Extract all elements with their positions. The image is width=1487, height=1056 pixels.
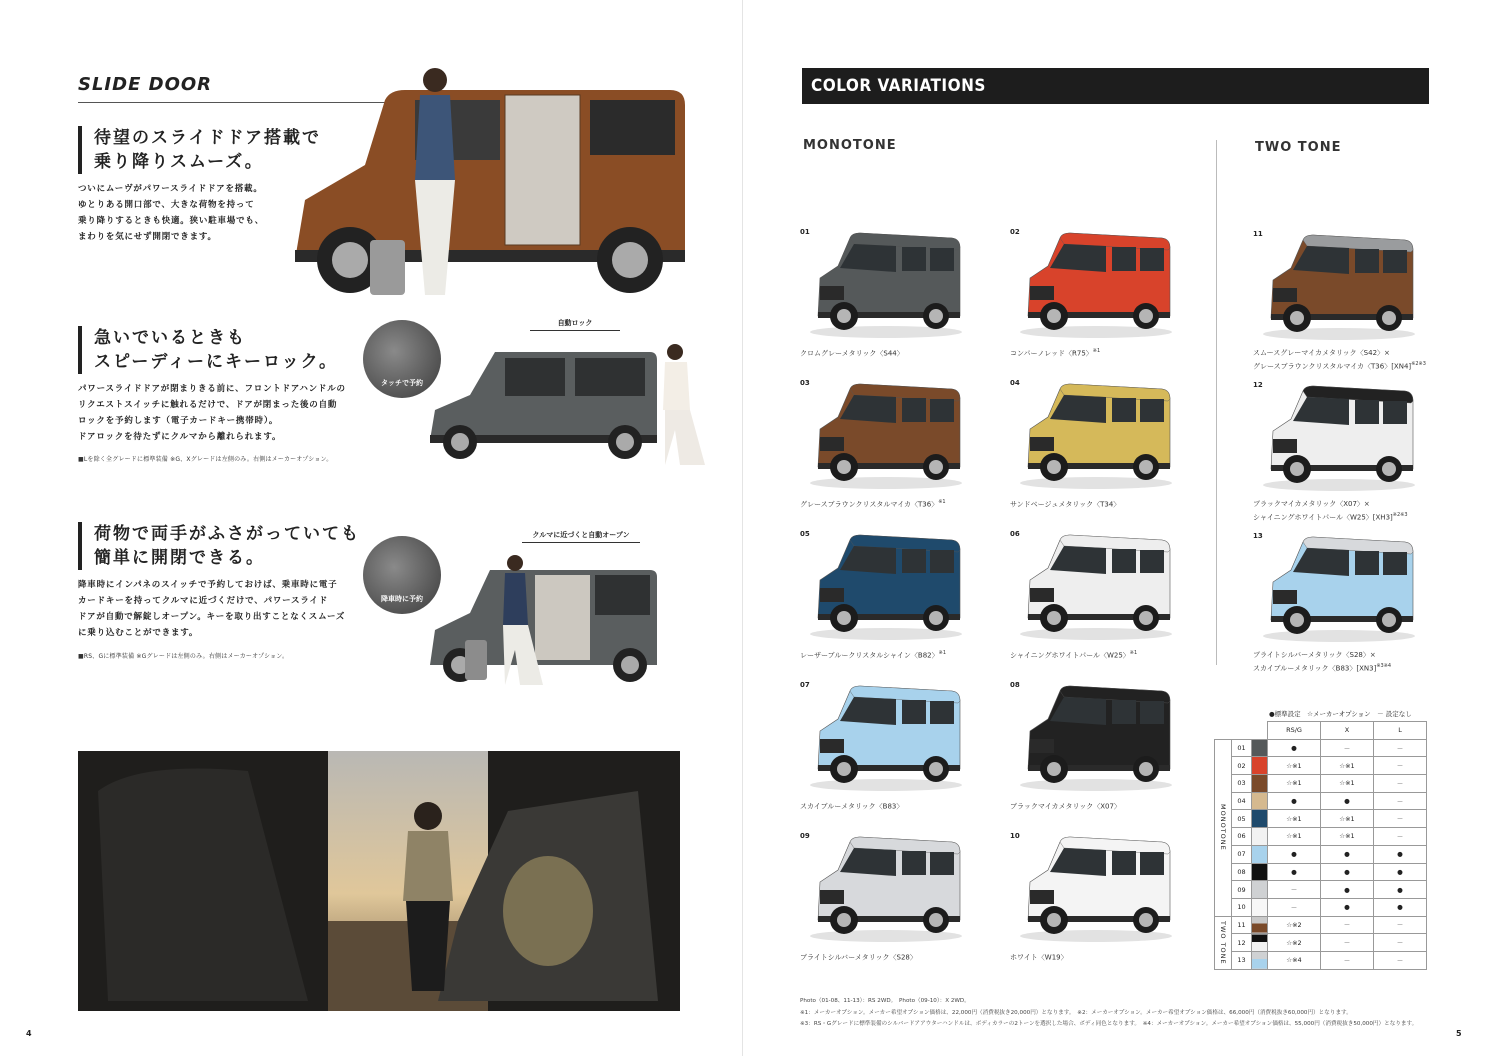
table-header-cell: X — [1321, 722, 1374, 740]
table-cell-x: ● — [1321, 881, 1374, 899]
table-color-number: 07 — [1232, 845, 1252, 863]
color-name: サンドベージュメタリック〈T34〉 — [1010, 500, 1121, 509]
color-name: スカイブルーメタリック〈B83〉 — [800, 802, 904, 811]
color-variations-banner: COLOR VARIATIONS — [802, 68, 1429, 104]
table-color-number: 04 — [1232, 792, 1252, 810]
table-color-number: 08 — [1232, 863, 1252, 881]
color-swatch-09 — [800, 832, 970, 982]
table-color-number: 01 — [1232, 739, 1252, 757]
table-cell-rsg: ☆※1 — [1268, 810, 1321, 828]
table-row — [1215, 792, 1427, 810]
body-key-lock: パワースライドドアが閉まりきる前に、フロントドアハンドルの リクエストスイッチに触れるだけで、ドアが閉まった後の自動 ロックを予約します（電子カードキー携帯時）。 ドアロックを待たずにクルマから離れられます。 — [78, 384, 346, 442]
color-number: 05 — [800, 530, 810, 538]
color-number: 02 — [1010, 228, 1020, 236]
table-cell-l: － — [1374, 757, 1427, 775]
table-row — [1215, 739, 1427, 757]
table-row — [1215, 845, 1427, 863]
open-door-car-illustration — [425, 555, 665, 690]
table-cell-l: ● — [1374, 845, 1427, 863]
color-name: ブライトシルバーメタリック〈S28〉× スカイブルーメタリック〈B83〉$[XN3]^{※3※4}$ — [1253, 651, 1392, 673]
table-row — [1215, 810, 1427, 828]
color-name: スムースグレーマイカメタリック〈S42〉× グレースブラウンクリスタルマイカ〈T36〉$[XN4]^{※2※3}$ — [1253, 349, 1426, 371]
color-number: 12 — [1253, 381, 1263, 389]
table-color-chip — [1252, 739, 1268, 757]
table-cell-x: ● — [1321, 863, 1374, 881]
table-cell-rsg: ● — [1268, 792, 1321, 810]
color-name: ホワイト〈W19〉 — [1010, 953, 1068, 962]
table-color-chip — [1252, 863, 1268, 881]
color-number: 10 — [1010, 832, 1020, 840]
footnote-3: ※3：RS・Gグレードに標準装備のシルバードアアウターハンドルは、ボディカラーの2トーンを選択した場合、ボディ同色となります。 ※4：メーカーオプション。メーカー希望オプション価格は、55,000円（消費税抜き50,000円）となります。 — [800, 1021, 1418, 1027]
page-number-right: 5 — [1456, 1029, 1462, 1038]
page-number-left: 4 — [26, 1029, 32, 1038]
table-cell-x: － — [1321, 934, 1374, 952]
color-name: コンパーノレッド〈R75〉$^{※1}$ — [1010, 348, 1101, 358]
table-cell-rsg: ☆※1 — [1268, 757, 1321, 775]
table-cell-rsg: ☆※4 — [1268, 951, 1321, 969]
table-row — [1215, 828, 1427, 846]
table-cell-rsg: － — [1268, 881, 1321, 899]
table-color-number: 06 — [1232, 828, 1252, 846]
table-color-chip — [1252, 775, 1268, 793]
table-cell-l: － — [1374, 828, 1427, 846]
table-color-chip — [1252, 881, 1268, 899]
callout-auto-lock: 自動ロック — [530, 318, 620, 331]
table-cell-x: ☆※1 — [1321, 810, 1374, 828]
color-swatch-10 — [1010, 832, 1180, 982]
table-cell-l: ● — [1374, 898, 1427, 916]
table-color-number: 03 — [1232, 775, 1252, 793]
column-divider — [1216, 140, 1217, 665]
interior-sunset-photo — [78, 751, 680, 1011]
color-name: ブライトシルバーメタリック〈S28〉 — [800, 953, 917, 962]
table-row — [1215, 775, 1427, 793]
table-cell-rsg: ● — [1268, 845, 1321, 863]
table-group-two-tone: TWO TONE — [1215, 916, 1232, 969]
callout-auto-open: クルマに近づくと自動オープン — [522, 530, 640, 543]
color-number: 09 — [800, 832, 810, 840]
table-cell-x: ● — [1321, 898, 1374, 916]
color-swatch-08 — [1010, 681, 1180, 831]
color-swatch-03 — [800, 379, 970, 529]
table-color-chip — [1252, 898, 1268, 916]
color-number: 13 — [1253, 532, 1263, 540]
table-row — [1215, 881, 1427, 899]
touch-switch-closeup: タッチで予約 — [363, 320, 441, 398]
table-color-chip — [1252, 810, 1268, 828]
note-auto-open: ■RS、Gに標準装備 ※Gグレードは左側のみ。右側はメーカーオプション。 — [78, 653, 289, 660]
table-cell-x: ☆※1 — [1321, 828, 1374, 846]
color-number: 03 — [800, 379, 810, 387]
table-cell-l: － — [1374, 934, 1427, 952]
color-swatch-05 — [800, 530, 970, 680]
color-name: グレースブラウンクリスタルマイカ〈T36〉$^{※1}$ — [800, 499, 946, 509]
table-cell-x: － — [1321, 951, 1374, 969]
color-number: 11 — [1253, 230, 1263, 238]
table-color-chip — [1252, 934, 1268, 952]
table-color-chip — [1252, 951, 1268, 969]
table-cell-rsg: － — [1268, 898, 1321, 916]
table-cell-x: ● — [1321, 792, 1374, 810]
table-cell-rsg: ☆※2 — [1268, 934, 1321, 952]
table-cell-rsg: ☆※1 — [1268, 828, 1321, 846]
grade-availability-table — [1214, 721, 1427, 970]
color-number: 04 — [1010, 379, 1020, 387]
note-key-lock: ■Lを除く全グレードに標準装備 ※G、Xグレードは左側のみ。右側はメーカーオプション。 — [78, 456, 333, 463]
table-color-number: 13 — [1232, 951, 1252, 969]
table-color-chip — [1252, 845, 1268, 863]
table-color-number: 09 — [1232, 881, 1252, 899]
table-group-monotone: MONOTONE — [1215, 739, 1232, 916]
table-row — [1215, 757, 1427, 775]
table-color-number: 11 — [1232, 916, 1252, 934]
table-color-chip — [1252, 828, 1268, 846]
two-tone-heading: TWO TONE — [1255, 140, 1342, 155]
color-swatch-13 — [1253, 532, 1423, 682]
table-cell-rsg: ● — [1268, 863, 1321, 881]
right-page — [744, 0, 1487, 1056]
table-color-chip — [1252, 916, 1268, 934]
table-color-number: 12 — [1232, 934, 1252, 952]
table-row — [1215, 898, 1427, 916]
table-cell-x: ☆※1 — [1321, 757, 1374, 775]
table-legend: ●標準設定 ☆メーカーオプション － 設定なし — [1269, 710, 1412, 718]
color-name: ブラックマイカメタリック〈X07〉 — [1010, 802, 1121, 811]
table-row — [1215, 934, 1427, 952]
table-cell-x: － — [1321, 739, 1374, 757]
table-color-number: 02 — [1232, 757, 1252, 775]
color-name: ブラックマイカメタリック〈X07〉× シャイニングホワイトパール〈W25〉$[XH3]^{※2※3}$ — [1253, 500, 1408, 522]
table-header-row — [1215, 722, 1427, 740]
table-color-chip — [1252, 757, 1268, 775]
monotone-heading: MONOTONE — [803, 138, 897, 153]
table-cell-x: ● — [1321, 845, 1374, 863]
table-cell-l: － — [1374, 916, 1427, 934]
table-row — [1215, 951, 1427, 969]
color-number: 08 — [1010, 681, 1020, 689]
table-cell-rsg: ☆※2 — [1268, 916, 1321, 934]
table-cell-x: － — [1321, 916, 1374, 934]
table-color-number: 05 — [1232, 810, 1252, 828]
table-header-cell: L — [1374, 722, 1427, 740]
body-slide-door: ついにムーヴがパワースライドドアを搭載。 ゆとりある開口部で、大きな荷物を持って 乗り降りするときも快適。狭い駐車場でも、 まわりを気にせず開閉できます。 — [78, 184, 265, 242]
headline-auto-open: 荷物で両手がふさがっていても 簡単に開閉できる。 — [78, 522, 368, 570]
table-row — [1215, 863, 1427, 881]
table-color-number: 10 — [1232, 898, 1252, 916]
switch-closeup: 降車時に予約 — [363, 536, 441, 614]
color-swatch-01 — [800, 228, 970, 378]
table-cell-l: － — [1374, 810, 1427, 828]
color-swatch-06 — [1010, 530, 1180, 680]
table-cell-l: ● — [1374, 863, 1427, 881]
color-name: クロムグレーメタリック〈S44〉 — [800, 349, 904, 358]
color-number: 06 — [1010, 530, 1020, 538]
left-page — [0, 0, 743, 1056]
headline-slide-door: 待望のスライドドア搭載で 乗り降りスムーズ。 — [78, 126, 368, 174]
table-cell-l: ● — [1374, 881, 1427, 899]
footnote-1: Photo（01-08、11-13）：RS 2WD。 Photo（09-10）：X 2WD。 — [800, 998, 970, 1004]
hero-car-illustration — [275, 60, 695, 305]
footnote-2: ※1：メーカーオプション。メーカー希望オプション価格は、22,000円（消費税抜き20,000円）となります。 ※2：メーカーオプション。メーカー希望オプション価格は、66,000円（消費税抜き60,000円）となります。 — [800, 1010, 1352, 1016]
headline-key-lock: 急いでいるときも スピーディーにキーロック。 — [78, 326, 338, 374]
table-cell-l: － — [1374, 775, 1427, 793]
table-color-chip — [1252, 792, 1268, 810]
gray-car-illustration — [425, 340, 715, 470]
table-cell-l: － — [1374, 739, 1427, 757]
table-row — [1215, 916, 1427, 934]
color-swatch-04 — [1010, 379, 1180, 529]
color-swatch-12 — [1253, 381, 1423, 531]
color-name: シャイニングホワイトパール〈W25〉$^{※1}$ — [1010, 650, 1138, 660]
body-auto-open: 降車時にインパネのスイッチで予約しておけば、乗車時に電子 カードキーを持ってクルマに近づくだけで、パワースライド ドアが自動で解錠しオープン。キーを取り出すことなくスムーズ に乗り込むことができます。 — [78, 580, 346, 638]
color-swatch-02 — [1010, 228, 1180, 378]
table-cell-l: － — [1374, 951, 1427, 969]
table-cell-l: － — [1374, 792, 1427, 810]
color-swatch-07 — [800, 681, 970, 831]
table-header-cell: RS/G — [1268, 722, 1321, 740]
table-cell-x: ☆※1 — [1321, 775, 1374, 793]
color-number: 01 — [800, 228, 810, 236]
section-title: SLIDE DOOR — [78, 74, 213, 95]
color-number: 07 — [800, 681, 810, 689]
table-cell-rsg: ● — [1268, 739, 1321, 757]
table-cell-rsg: ☆※1 — [1268, 775, 1321, 793]
color-swatch-11 — [1253, 230, 1426, 380]
color-name: レーザーブルークリスタルシャイン〈B82〉$^{※1}$ — [800, 650, 946, 660]
